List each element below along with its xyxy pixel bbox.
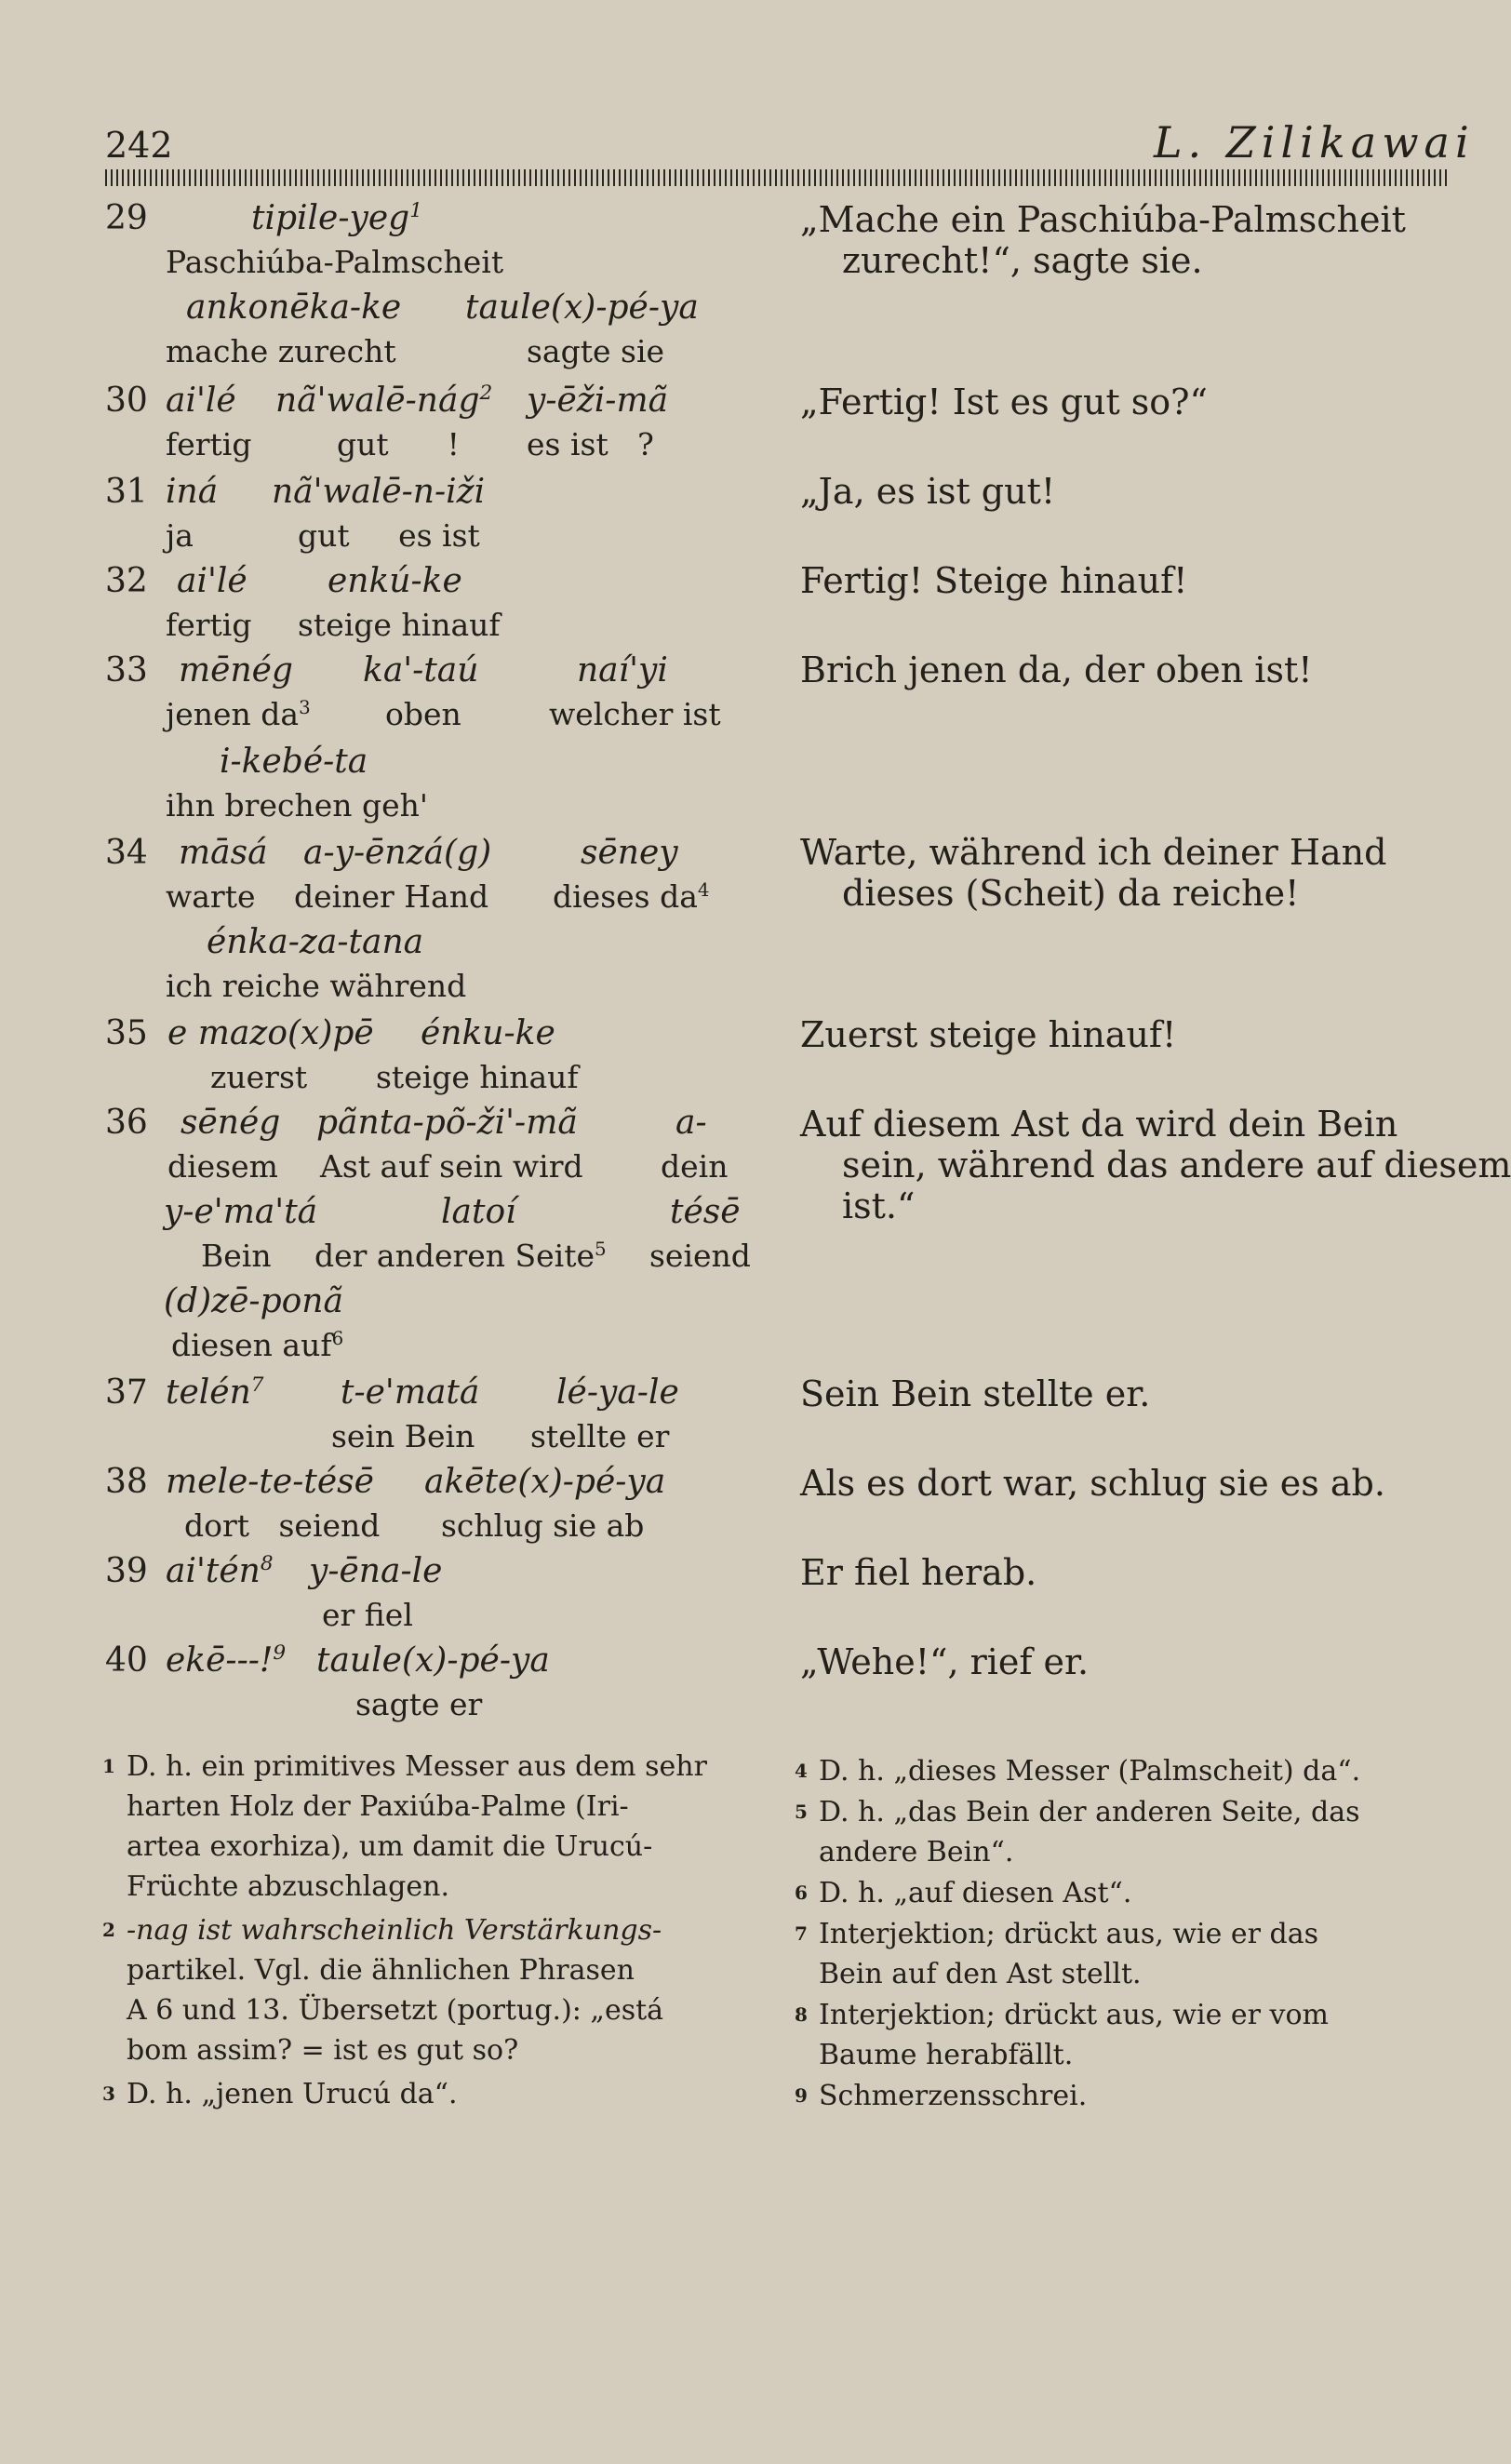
native-word: énku-ke: [421, 1014, 555, 1052]
native-word: ai'lé: [166, 382, 236, 420]
native-word: tipile-yeg$^1$: [251, 199, 422, 237]
gloss: ich reiche während: [166, 968, 467, 1004]
gloss: fertig: [166, 607, 252, 643]
native-word: nã'walē-nág$^2$: [275, 382, 493, 420]
native-word: telén$^7$: [166, 1373, 264, 1412]
native-word: taule(x)-pé-ya: [465, 288, 699, 327]
native-word: i-kebé-ta: [220, 743, 368, 781]
line-number: 34: [105, 834, 148, 872]
line-number: 30: [105, 382, 148, 420]
translation-line: ist.“: [842, 1185, 916, 1226]
native-word: tésē: [670, 1193, 741, 1231]
line-number: 29: [105, 199, 148, 237]
native-word: iná: [166, 473, 219, 511]
gloss: er fiel: [322, 1597, 413, 1633]
native-word: e mazo(x)pē: [167, 1014, 374, 1052]
native-word: naí'yi: [577, 651, 668, 690]
native-word: y-ēna-le: [309, 1552, 443, 1590]
translation-line: zurecht!“, sagte sie.: [842, 240, 1203, 281]
footnote: $^6$ D. h. „auf diesen Ast“.: [795, 1877, 1132, 1909]
native-word: sēney: [581, 834, 678, 872]
running-head-author: L. Zilikawai: [1154, 117, 1475, 167]
gloss: Bein: [201, 1238, 272, 1274]
gloss: stellte er: [530, 1418, 670, 1454]
gloss: dein: [661, 1148, 729, 1185]
native-word: t-e'matá: [341, 1373, 480, 1412]
translation-line: Als es dort war, schlug sie es ab.: [800, 1463, 1385, 1504]
gloss: mache zurecht: [166, 333, 396, 369]
header-rule: [105, 169, 1449, 186]
gloss: steige hinauf: [298, 607, 501, 643]
gloss: fertig: [166, 426, 252, 462]
translation-line: Brich jenen da, der oben ist!: [800, 649, 1313, 690]
native-word: ai'lé: [177, 562, 247, 600]
native-word: ka'-taú: [363, 651, 479, 690]
native-word: ai'tén$^8$: [166, 1552, 274, 1590]
footnote: $^7$ Interjektion; drückt aus, wie er das Bein auf den Ast stellt.: [795, 1918, 1319, 1990]
gloss: sagte sie: [527, 333, 665, 369]
page-number: 242: [105, 125, 173, 166]
gloss: Paschiúba-Palmscheit: [166, 244, 504, 280]
line-number: 38: [105, 1463, 148, 1501]
native-word: (d)zē-ponã: [164, 1282, 343, 1320]
gloss: deiner Hand: [294, 878, 489, 915]
gloss: sagte er: [355, 1686, 483, 1722]
translation-line: dieses (Scheit) da reiche!: [842, 873, 1300, 914]
gloss: dort seiend: [184, 1507, 381, 1544]
native-word: pãnta-põ-ži'-mã: [316, 1104, 578, 1142]
translation-line: Auf diesem Ast da wird dein Bein: [800, 1104, 1398, 1145]
native-word: enkú-ke: [328, 562, 462, 600]
footnote: $^2$ -nag ist wahrscheinlich Verstärkungs- partikel. Vgl. die ähnlichen Phrasen A 6 und 13. Übersetzt (portug.): „está bom assim? = ist es gut so?: [102, 1914, 664, 2067]
line-number: 31: [105, 473, 148, 511]
native-word: akēte(x)-pé-ya: [424, 1463, 666, 1501]
native-word: mēnég: [179, 651, 293, 690]
gloss: oben: [385, 696, 461, 732]
gloss: dieses $da^4$: [553, 878, 710, 915]
gloss: jenen $da^3$: [166, 696, 311, 732]
gloss: gut es ist: [298, 517, 480, 554]
native-word: taule(x)-pé-ya: [316, 1641, 550, 1680]
footnote: $^1$ D. h. ein primitives Messer aus dem sehr harten Holz der Paxiúba-Palme (Iri- artea exorhiza), um damit die Urucú- Früchte abzuschlagen.: [102, 1750, 707, 1903]
gloss: der anderen Seite$^5$: [314, 1238, 607, 1274]
gloss: seiend: [649, 1238, 751, 1274]
translation-line: „Fertig! Ist es gut so?“: [800, 382, 1208, 422]
gloss: zuerst: [210, 1059, 308, 1095]
native-word: māsá: [179, 834, 268, 872]
native-word: y-e'ma'tá: [164, 1193, 318, 1231]
footnote: $^4$ D. h. „dieses Messer (Palmscheit) da“.: [795, 1755, 1361, 1788]
translation-line: „Ja, es ist gut!: [800, 471, 1056, 512]
translation-line: Fertig! Steige hinauf!: [800, 560, 1188, 601]
native-word: ekē---!$^9$: [166, 1641, 287, 1680]
native-word: ankonēka-ke: [186, 288, 402, 327]
translation-line: Zuerst steige hinauf!: [800, 1014, 1177, 1055]
translation-line: Warte, während ich deiner Hand: [800, 832, 1387, 873]
translation-line: „Wehe!“, rief er.: [800, 1641, 1090, 1682]
gloss: gut !: [337, 426, 460, 462]
line-number: 33: [105, 651, 148, 690]
native-word: a-: [675, 1104, 707, 1142]
gloss: schlug sie ab: [441, 1507, 645, 1544]
gloss: sein Bein: [331, 1418, 475, 1454]
translation-line: sein, während das andere auf diesem: [842, 1145, 1511, 1185]
native-word: mele-te-tésē: [166, 1463, 374, 1501]
native-word: sēnég: [181, 1104, 281, 1142]
gloss: ihn brechen geh': [166, 787, 428, 824]
translation-line: Er fiel herab.: [800, 1552, 1037, 1593]
footnote: $^5$ D. h. „das Bein der anderen Seite, das andere Bein“.: [795, 1796, 1360, 1868]
footnote: $^9$ Schmerzensschrei.: [795, 2080, 1088, 2112]
line-number: 37: [105, 1373, 148, 1412]
line-number: 39: [105, 1552, 148, 1590]
native-word: lé-ya-le: [556, 1373, 679, 1412]
native-word: énka-za-tana: [207, 923, 424, 961]
native-word: a-y-ēnzá(g): [303, 834, 492, 872]
native-word: latoí: [441, 1193, 516, 1231]
gloss: es ist ?: [527, 426, 654, 462]
native-word: nã'walē-n-iži: [272, 473, 486, 511]
native-word: y-ēži-mã: [527, 382, 669, 420]
gloss: ja: [166, 517, 194, 554]
gloss: warte: [166, 878, 256, 915]
line-number: 36: [105, 1104, 148, 1142]
gloss: Ast auf sein wird: [320, 1148, 583, 1185]
gloss: diesem: [167, 1148, 278, 1185]
translation-line: „Mache ein Paschiúba-Palmscheit: [800, 199, 1406, 240]
gloss: welcher ist: [549, 696, 721, 732]
footnote: $^3$ D. h. „jenen Urucú da“.: [102, 2078, 458, 2110]
line-number: 32: [105, 562, 148, 600]
gloss: steige hinauf: [376, 1059, 579, 1095]
gloss: diesen auf$^6$: [171, 1327, 344, 1363]
translation-line: Sein Bein stellte er.: [800, 1373, 1151, 1414]
line-number: 40: [105, 1641, 148, 1680]
line-number: 35: [105, 1014, 148, 1052]
footnote: $^8$ Interjektion; drückt aus, wie er vom Baume herabfällt.: [795, 1999, 1329, 2071]
